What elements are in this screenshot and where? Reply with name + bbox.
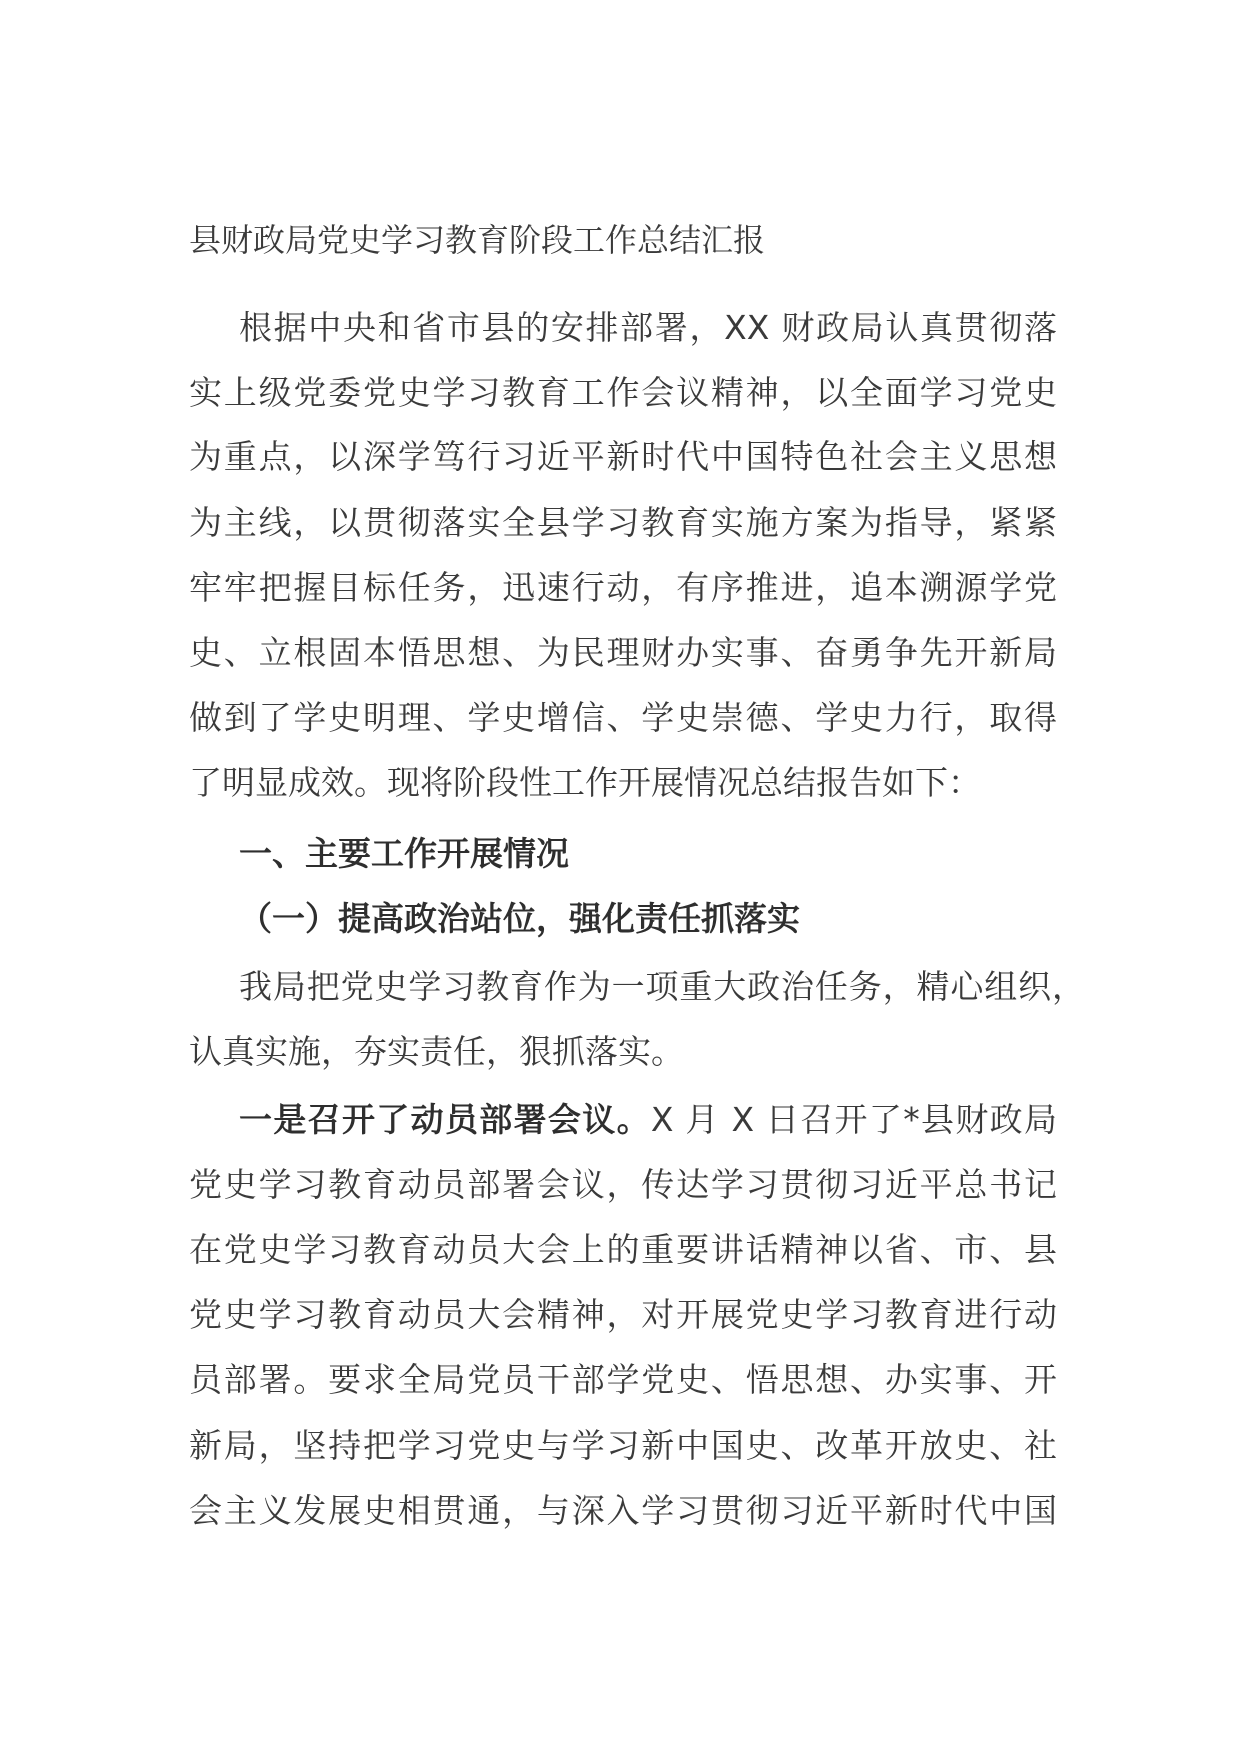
paragraph-line: 党史学习教育动员大会精神，对开展党史学习教育进行动: [189, 1295, 1057, 1334]
paragraph-line: 为重点，以深学笃行习近平新时代中国特色社会主义思想: [189, 437, 1057, 476]
paragraph-line: 根据中央和省市县的安排部署，XX 财政局认真贯彻落: [239, 308, 1057, 347]
paragraph-line: 史、立根固本悟思想、为民理财办实事、奋勇争先开新局: [189, 633, 1057, 672]
paragraph-line: 实上级党委党史学习教育工作会议精神，以全面学习党史: [189, 373, 1057, 412]
paragraph-line: 新局，坚持把学习党史与学习新中国史、改革开放史、社: [189, 1426, 1057, 1465]
paragraph-text: X 月 X 日召开了*县财政局: [650, 1100, 1057, 1139]
paragraph-line: 为主线，以贯彻落实全县学习教育实施方案为指导，紧紧: [189, 503, 1057, 542]
paragraph-line: 会主义发展史相贯通，与深入学习贯彻习近平新时代中国: [189, 1491, 1057, 1530]
paragraph-line: 牢牢把握目标任务，迅速行动，有序推进，追本溯源学党: [189, 568, 1057, 607]
paragraph-line: 党史学习教育动员部署会议，传达学习贯彻习近平总书记: [189, 1165, 1057, 1204]
subsection-heading: （一）提高政治站位，强化责任抓落实: [239, 899, 800, 938]
paragraph-line: 在党史学习教育动员大会上的重要讲话精神以省、市、县: [189, 1230, 1057, 1269]
paragraph-line: 做到了学史明理、学史增信、学史崇德、学史力行，取得: [189, 698, 1057, 737]
paragraph-line: 认真实施，夯实责任，狠抓落实。: [189, 1032, 684, 1071]
document-title: 县财政局党史学习教育阶段工作总结汇报: [189, 221, 766, 259]
paragraph-line: 员部署。要求全局党员干部学党史、悟思想、办实事、开: [189, 1360, 1057, 1399]
paragraph-line: 了明显成效。现将阶段性工作开展情况总结报告如下：: [189, 763, 981, 802]
paragraph-line: [239, 1100, 1057, 1140]
paragraph-line: 我局把党史学习教育作为一项重大政治任务，精心组织，: [239, 967, 1085, 1006]
section-heading: 一、主要工作开展情况: [239, 834, 569, 873]
bold-lead: 一是召开了动员部署会议。: [239, 1100, 651, 1139]
